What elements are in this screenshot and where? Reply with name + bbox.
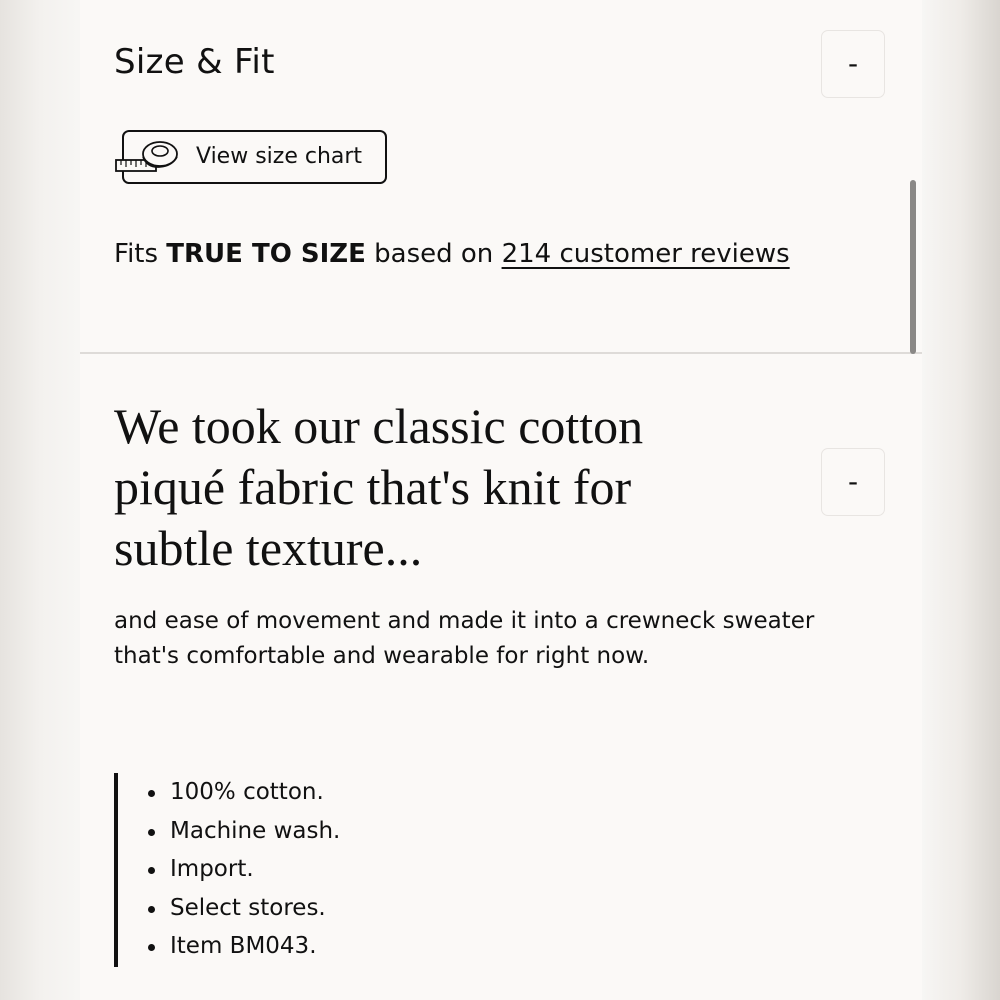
feature-item: Item BM043. xyxy=(170,927,340,966)
description-collapse-button[interactable]: - xyxy=(821,448,885,516)
view-size-chart-button[interactable] xyxy=(122,130,387,184)
measuring-tape-icon xyxy=(114,140,180,176)
feature-list xyxy=(114,773,340,967)
feature-item: 100% cotton. xyxy=(170,773,340,812)
scrollbar-thumb[interactable] xyxy=(910,180,916,354)
feature-item: Import. xyxy=(170,850,340,889)
description-body: and ease of movement and made it into a crewneck sweater that's comfortable and wearable for right now. xyxy=(114,608,815,669)
size-fit-collapse-button[interactable]: - xyxy=(821,30,885,98)
fit-middle: based on xyxy=(374,239,494,269)
fit-value: TRUE TO SIZE xyxy=(166,239,366,269)
view-size-chart-label: View size chart xyxy=(196,144,363,169)
product-details-panel xyxy=(80,0,922,1000)
customer-reviews-link[interactable]: 214 customer reviews xyxy=(501,239,790,269)
feature-item: Machine wash. xyxy=(170,812,340,851)
fit-summary xyxy=(114,236,790,272)
size-fit-section xyxy=(80,0,922,354)
description-heading: We took our classic cotton piqué fabric that's knit for subtle texture... xyxy=(114,398,644,576)
size-fit-title: Size & Fit xyxy=(114,42,275,82)
feature-item: Select stores. xyxy=(170,889,340,928)
fit-prefix: Fits xyxy=(114,239,159,269)
